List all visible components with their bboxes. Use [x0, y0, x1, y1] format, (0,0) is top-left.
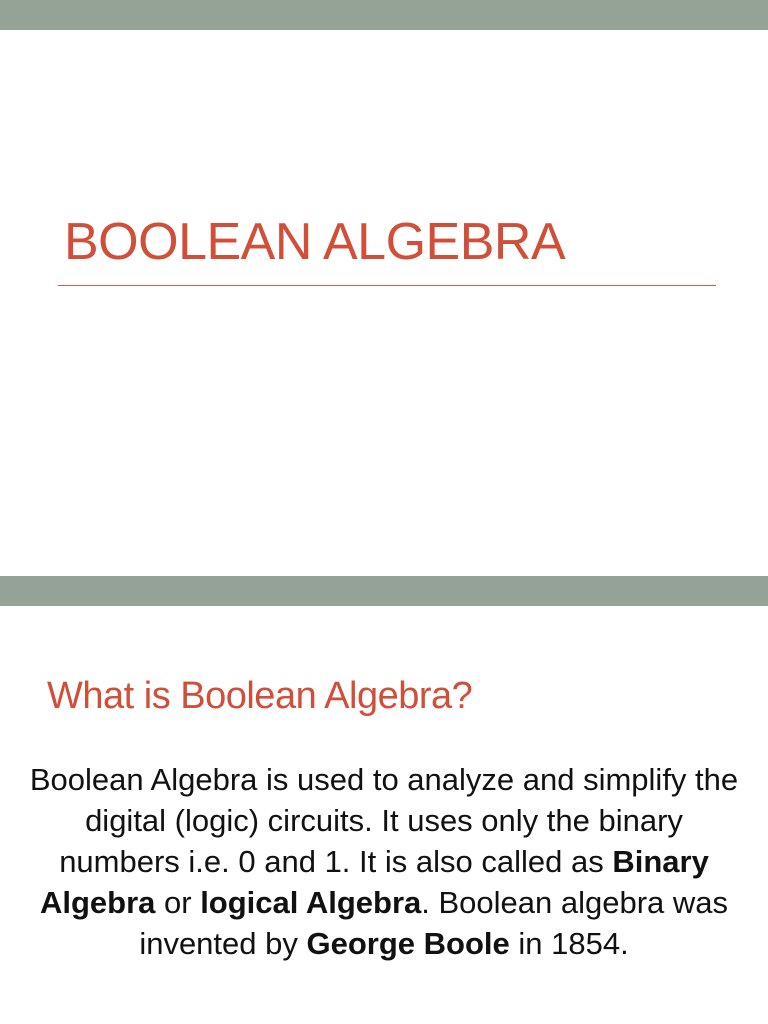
slide-body-text [24, 759, 744, 964]
slide-divider-band [0, 576, 768, 606]
term-logical-algebra: logical Algebra [200, 885, 422, 920]
top-accent-band [0, 0, 768, 30]
inventor-name: George Boole [306, 926, 510, 961]
body-text-part: . Boolean algebra was invented by [139, 885, 729, 961]
slide-title: BOOLEAN ALGEBRA [64, 213, 566, 271]
slide-heading: What is Boolean Algebra? [47, 675, 473, 717]
body-text-part: Boolean Algebra is used to analyze and simplify the digital (logic) circuits. It uses only the binary numbers i.e. 0 and 1. It is also called as [29, 762, 739, 879]
term-binary-algebra: Binary Algebra [39, 844, 709, 920]
body-text-part: in 1854. [509, 926, 629, 961]
body-text-part: or [155, 885, 201, 920]
title-underline [58, 285, 716, 286]
